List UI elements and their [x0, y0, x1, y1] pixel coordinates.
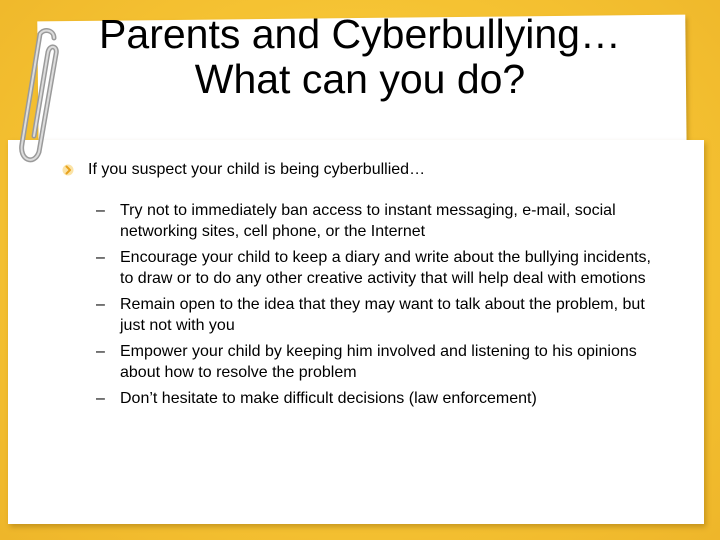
dash-marker: – — [96, 249, 105, 266]
sub-bullet-item — [86, 341, 666, 383]
main-bullet-text: If you suspect your child is being cyberbullied… — [88, 161, 426, 178]
sub-bullet-text: Encourage your child to keep a diary and write about the bullying incidents, to draw or to do any other creative activity that will help deal with emotions — [120, 249, 651, 287]
dash-marker: – — [96, 296, 105, 313]
sub-bullet-text: Empower your child by keeping him involved and listening to his opinions about how to resolve the problem — [120, 343, 637, 381]
sub-bullet-item — [86, 294, 666, 336]
slide-title: Parents and Cyberbullying…What can you do? — [99, 11, 621, 102]
sub-bullet-list — [86, 200, 666, 409]
slide-content — [86, 160, 666, 414]
sub-bullet-item — [86, 200, 666, 242]
sub-bullet-item — [86, 247, 666, 289]
sub-bullet-text: Don’t hesitate to make difficult decisions (law enforcement) — [120, 390, 537, 407]
dash-marker: – — [96, 202, 105, 219]
chevron-right-icon — [62, 164, 74, 176]
dash-marker: – — [96, 343, 105, 360]
dash-marker: – — [96, 390, 105, 407]
sub-bullet-text: Remain open to the idea that they may want to talk about the problem, but just not with you — [120, 296, 645, 334]
main-bullet — [88, 160, 666, 180]
sub-bullet-item — [86, 388, 666, 409]
sub-bullet-text: Try not to immediately ban access to instant messaging, e-mail, social networking sites, cell phone, or the Internet — [120, 202, 616, 240]
